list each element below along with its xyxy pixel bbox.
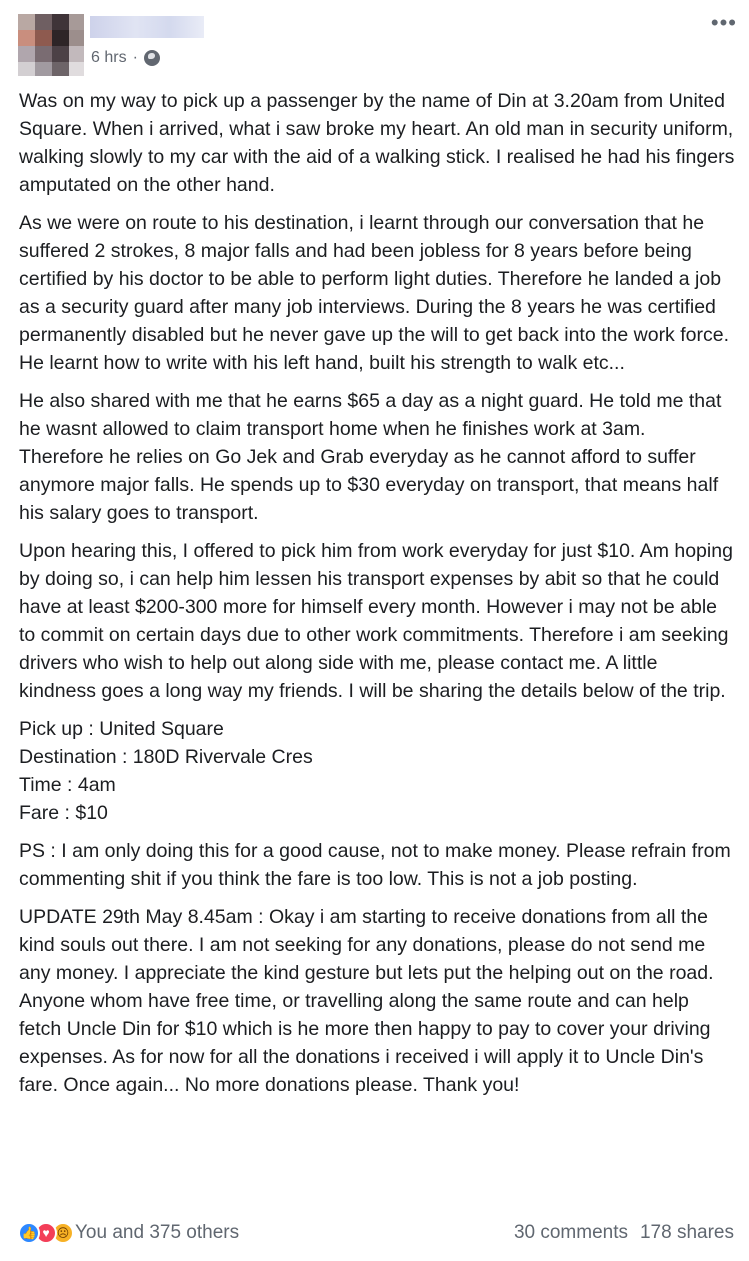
post-meta: [91, 47, 160, 69]
post-paragraph: As we were on route to his destination, i learnt through our conversation that he suffered 2 strokes, 8 major falls and had been jobless for 8 years before being certified by his doctor to be able to perform light duties. Therefore he landed a job as a security guard after many job interviews. During the 8 years he was certified permanently disabled but he never gave up the will to get back into the work force. He learnt how to write with his left hand, built his strength to walk etc...: [19, 212, 729, 374]
trip-details: [19, 715, 735, 827]
reaction-icons: [18, 1222, 69, 1244]
shares-count[interactable]: 178 shares: [639, 1222, 734, 1243]
post-footer: [18, 1218, 734, 1248]
trip-time: Time : 4am: [19, 774, 116, 796]
meta-separator: ·: [132, 49, 138, 66]
trip-destination: Destination : 180D Rivervale Cres: [19, 746, 313, 768]
avatar[interactable]: [18, 14, 84, 76]
reaction-count[interactable]: You and 375 others: [75, 1222, 240, 1243]
reactions-summary[interactable]: [18, 1222, 239, 1244]
trip-pickup: Pick up : United Square: [19, 718, 224, 740]
trip-fare: Fare : $10: [19, 802, 108, 824]
post-time[interactable]: 6 hrs: [91, 49, 127, 66]
post-ps: PS : I am only doing this for a good cause, not to make money. Please refrain from commenting shit if you think the fare is too low. This is not a job posting.: [19, 840, 731, 890]
more-options-icon[interactable]: •••: [710, 10, 737, 35]
love-icon: ♥: [35, 1222, 57, 1244]
globe-icon[interactable]: [144, 50, 160, 66]
post-update: UPDATE 29th May 8.45am : Okay i am starting to receive donations from all the kind souls out there. I am not seeking for any donations, please do not send me any money. I appreciate the kind gesture but lets put the helping out on the road. Anyone whom have free time, or travelling along the same route and can help fetch Uncle Din for $10 which is he more then happy to pay to cover your driving expenses. As for now for all the donations i received i will apply it to Uncle Din's fare. Once again... No more donations please. Thank you!: [19, 906, 714, 1096]
like-icon: 👍: [18, 1222, 40, 1244]
post-paragraph: Upon hearing this, I offered to pick him from work everyday for just $10. Am hoping by doing so, i can help him lessen his transport expenses by abit so that he could have at least $200-300 more for himself every month. However i may not be able to commit on certain days due to other work commitments. Therefore i am seeking drivers who wish to help out along side with me, please contact me. A little kindness goes a long way my friends. I will be sharing the details below of the trip.: [19, 540, 733, 702]
post-paragraph: Was on my way to pick up a passenger by the name of Din at 3.20am from United Square. When i arrived, what i saw broke my heart. An old man in security uniform, walking slowly to my car with the aid of a walking stick. I realised he had his fingers amputated on the other hand.: [19, 90, 735, 196]
post-paragraph: He also shared with me that he earns $65 a day as a night guard. He told me that he wasnt allowed to claim transport home when he finishes work at 3am. Therefore he relies on Go Jek and Grab everyday as he cannot afford to suffer anymore major falls. He spends up to $30 everyday on transport, that means half his salary goes to transport.: [19, 390, 722, 524]
sad-icon: ☹: [52, 1222, 74, 1244]
post-body: [19, 87, 735, 1109]
comments-count[interactable]: 30 comments: [513, 1222, 628, 1243]
engagement-counts: [514, 1222, 734, 1244]
author-name-redacted[interactable]: [90, 16, 204, 38]
